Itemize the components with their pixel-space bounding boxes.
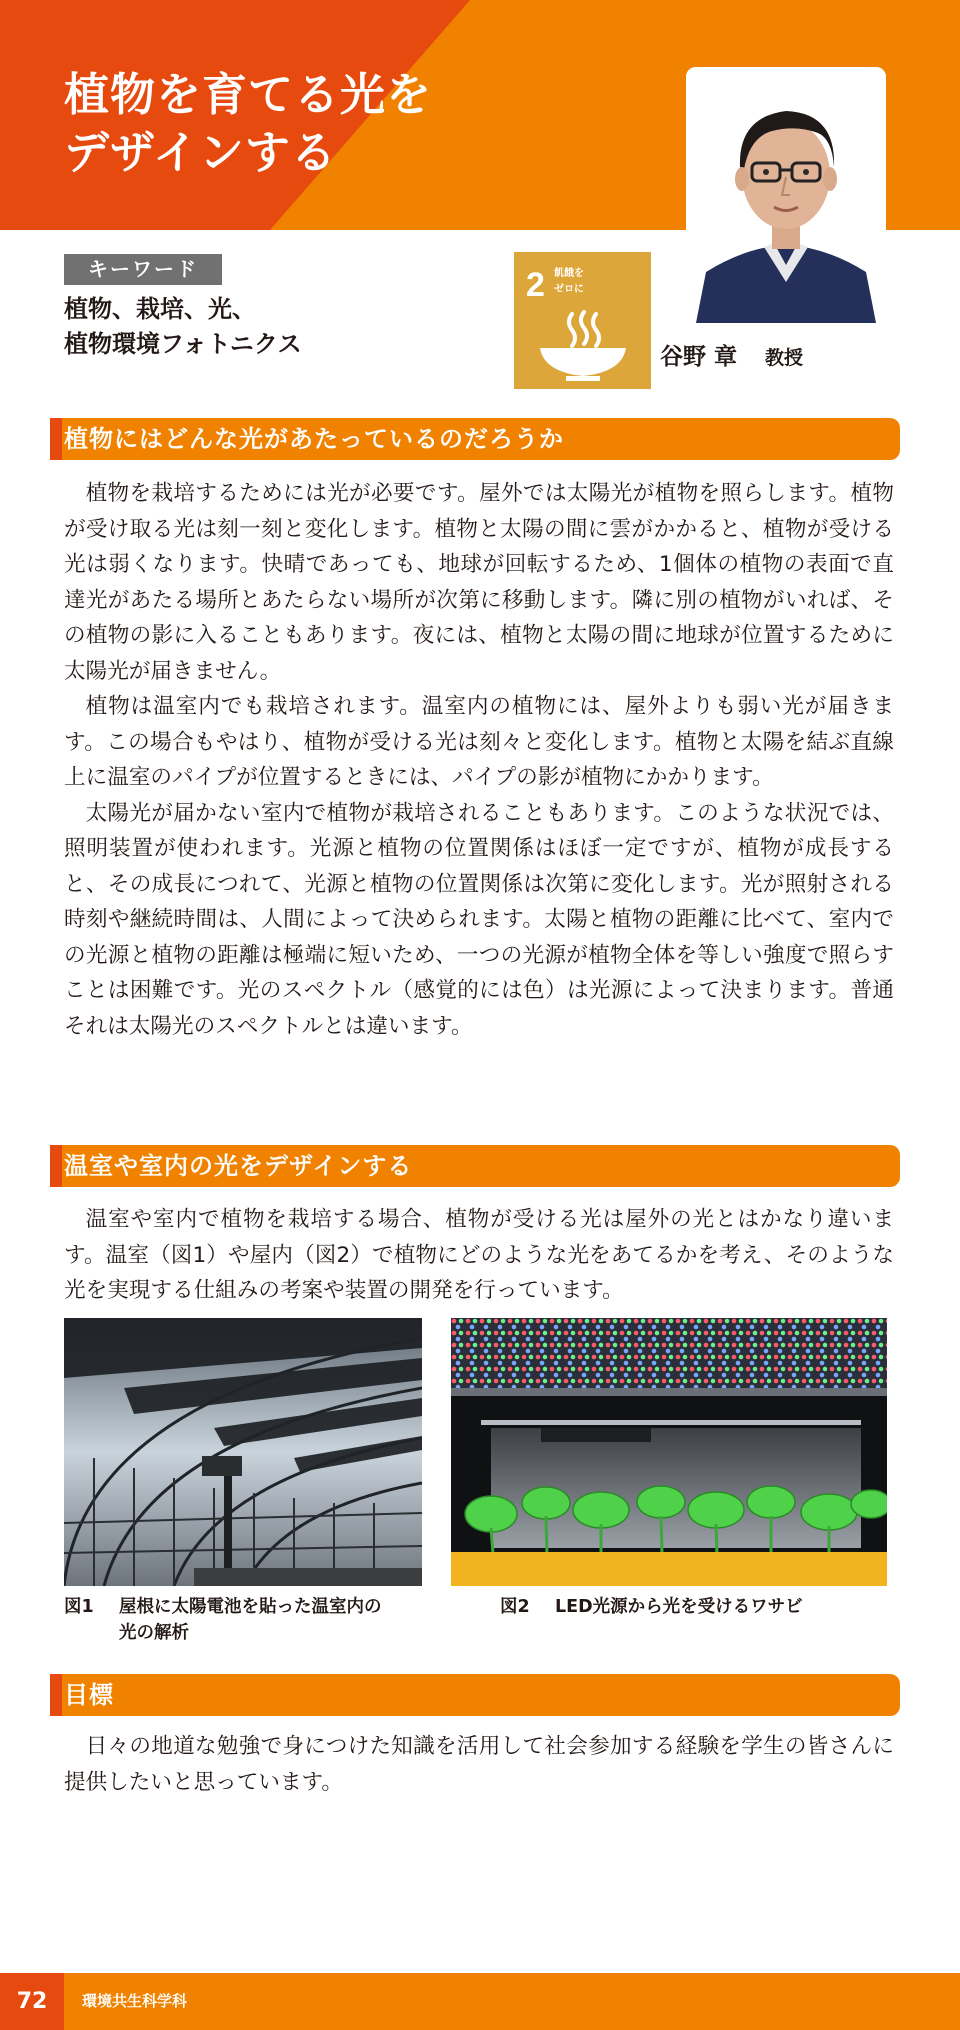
sdg-text-line2: ゼロに <box>554 284 584 295</box>
paragraph: 植物を栽培するためには光が必要です。屋外では太陽光が植物を照らします。植物が受け取る光は刻一刻と変化します。植物と太陽の間に雲がかかると、植物が受ける光は弱くなります。快晴であっても、地球が回転するため、1個体の植物の表面で直達光があたる場所とあたらない場所が次第に移動します。隣に別の植物がいれば、その植物の影に入ることもあります。夜には、植物と太陽の間に地球が位置するために太陽光が届きません。 <box>64 481 894 684</box>
paragraph: 太陽光が届かない室内で植物が栽培されることもあります。このような状況では、照明装置が使われます。光源と植物の位置関係はほぼ一定ですが、植物が成長すると、その成長につれて、光源と植物の位置関係は次第に変化します。光が照射される時刻や継続時間は、人間によって決められます。太陽と植物の距離に比べて、室内での光源と植物の距離は極端に短いため、一つの光源が植物全体を等しい強度で照らすことは困難です。光のスペクトル（感覚的には色）は光源によって決まります。普通それは太陽光のスペクトルとは違います。 <box>64 800 894 1039</box>
title-line-2: デザインする <box>64 126 337 179</box>
section-heading-3: 目標 <box>50 1674 900 1716</box>
bowl-icon <box>569 312 599 346</box>
figure-2-caption <box>500 1594 920 1620</box>
paragraph: 植物は温室内でも栽培されます。温室内の植物には、屋外よりも弱い光が届きます。この場合もやはり、植物が受ける光は刻々と変化します。植物と太陽を結ぶ直線上に温室のパイプが位置するときには、パイプの影が植物にかかります。 <box>64 694 894 790</box>
professor-role: 教授 <box>765 347 804 369</box>
portrait-illustration <box>686 67 886 323</box>
section-heading-3-accent <box>50 1674 62 1716</box>
sdg-number: 2 <box>526 266 545 304</box>
professor-name: 谷野 章 <box>660 344 738 370</box>
keyword-list <box>64 292 302 362</box>
sdg-goal-2-icon <box>514 252 651 389</box>
professor-name-block <box>660 338 910 371</box>
greenhouse-illustration <box>64 1318 422 1586</box>
page-title <box>64 66 432 182</box>
sdg-text-line1: 飢餓を <box>554 268 584 279</box>
led-wasabi-illustration <box>451 1318 887 1586</box>
keyword-line-1: 植物、栽培、光、 <box>64 295 256 323</box>
figure-1-label: 図1 <box>64 1597 94 1617</box>
figure-1-caption-line2: 光の解析 <box>119 1623 189 1643</box>
section-heading-1-accent <box>50 418 62 460</box>
paragraph: 温室や室内で植物を栽培する場合、植物が受ける光は屋外の光とはかなり違います。温室（図1）や屋内（図2）で植物にどのような光をあてるかを考え、そのような光を実現する仕組みの考案や装置の開発を行っています。 <box>64 1207 894 1303</box>
figure-1-greenhouse-photo <box>64 1318 422 1586</box>
section-3-body <box>64 1729 894 1800</box>
sdg-illustration <box>514 252 651 389</box>
figure-2-label: 図2 <box>500 1597 530 1617</box>
figure-1-caption <box>64 1594 434 1646</box>
keyword-badge: キーワード <box>64 254 222 285</box>
title-line-1: 植物を育てる光を <box>64 68 433 121</box>
figure-2-led-wasabi-photo <box>451 1318 887 1586</box>
section-1-body <box>64 476 894 1044</box>
paragraph: 日々の地道な勉強で身につけた知識を活用して社会参加する経験を学生の皆さんに提供したいと思っています。 <box>64 1734 894 1795</box>
department-name: 環境共生科学科 <box>82 1992 188 2010</box>
footer-bar <box>0 1973 960 2030</box>
section-2-body <box>64 1202 894 1309</box>
figure-2-caption-line1: LED光源から光を受けるワサビ <box>555 1597 803 1617</box>
keyword-line-2: 植物環境フォトニクス <box>64 330 302 358</box>
section-heading-1: 植物にはどんな光があたっているのだろうか <box>50 418 900 460</box>
page-number: 72 <box>0 1973 64 2030</box>
section-heading-2: 温室や室内の光をデザインする <box>50 1145 900 1187</box>
professor-portrait <box>686 67 886 323</box>
figure-1-caption-line1: 屋根に太陽電池を貼った温室内の <box>119 1597 382 1617</box>
section-heading-2-accent <box>50 1145 62 1187</box>
